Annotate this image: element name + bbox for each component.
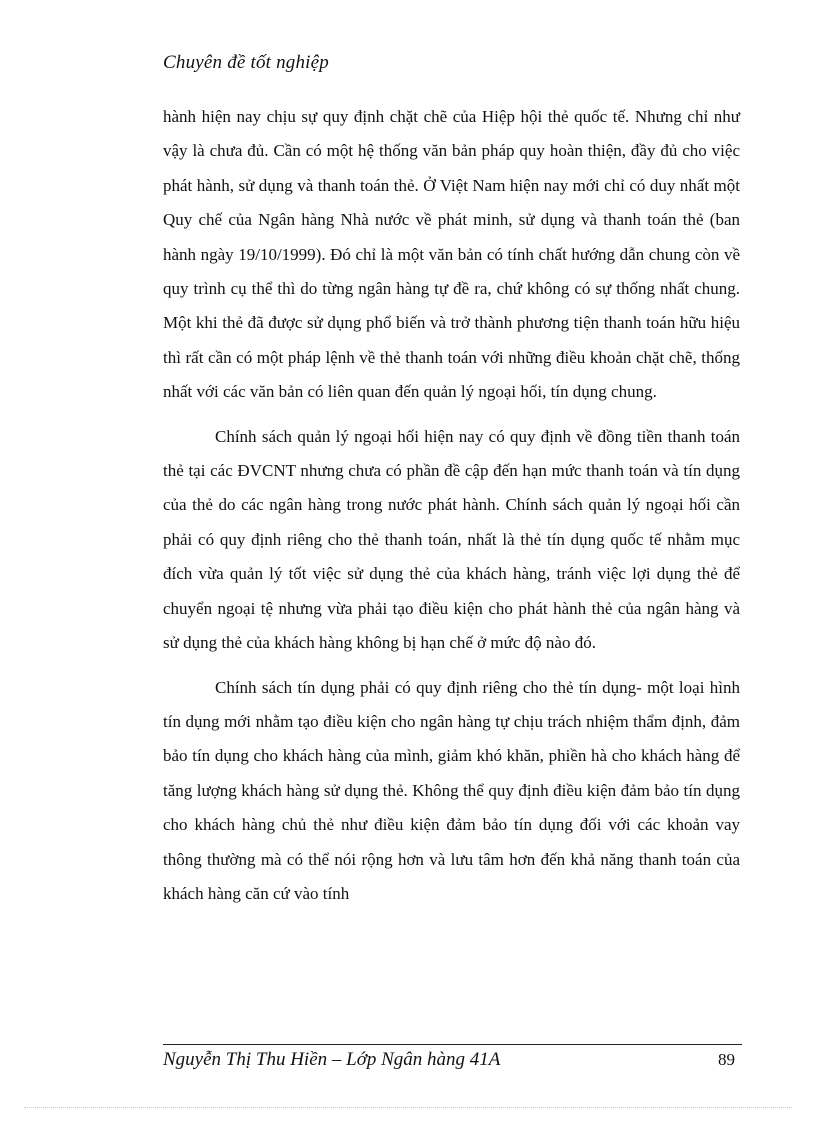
running-header: Chuyên đề tốt nghiệp [163, 52, 329, 73]
page-bottom-dotted-line [24, 1107, 792, 1108]
footer-divider [163, 1044, 742, 1045]
paragraph-credit-policy: Chính sách tín dụng phải có quy định riêng cho thẻ tín dụng- một loại hình tín dụng mới nhằm tạo điều kiện cho ngân hàng tự chịu trách nhiệm thẩm định, đảm bảo tín dụng cho khách hàng của mình, giảm khó khăn, phiền hà cho khách hàng để tăng lượng khách hàng sử dụng thẻ. Không thể quy định điều kiện đảm bảo tín dụng cho khách hàng chủ thẻ như điều kiện đảm bảo tín dụng đối với các khoản vay thông thường mà có thể nói rộng hơn và lưu tâm hơn đến khả năng thanh toán của khách hàng căn cứ vào tính [163, 677, 740, 903]
footer-author: Nguyễn Thị Thu Hiền – Lớp Ngân hàng 41A [163, 1049, 501, 1070]
paragraph-continuation: hành hiện nay chịu sự quy định chặt chẽ của Hiệp hội thẻ quốc tế. Nhưng chỉ như vậy là chưa đủ. Cần có một hệ thống văn bản pháp quy hoàn thiện, đầy đủ cho việc phát hành, sử dụng và thanh toán thẻ. Ở Việt Nam hiện nay mới chỉ có duy nhất một Quy chế của Ngân hàng Nhà nước về phát minh, sử dụng và thanh toán thẻ (ban hành ngày 19/10/1999). Đó chỉ là một văn bản có tính chất hướng dẫn chung còn về quy trình cụ thể thì do từng ngân hàng tự đề ra, chứ không có sự thống nhất chung. Một khi thẻ đã được sử dụng phổ biến và trở thành phương tiện thanh toán hữu hiệu thì rất cần có một pháp lệnh về thẻ thanh toán với những điều khoản chặt chẽ, thống nhất với các văn bản có liên quan đến quản lý ngoại hối, tín dụng chung. [163, 107, 740, 402]
body-text [163, 100, 740, 911]
page-number: 89 [718, 1050, 735, 1069]
paragraph-foreign-exchange-policy: Chính sách quản lý ngoại hối hiện nay có quy định về đồng tiền thanh toán thẻ tại các ĐVCNT nhưng chưa có phần đề cập đến hạn mức thanh toán và tín dụng của thẻ do các ngân hàng trong nước phát hành. Chính sách quản lý ngoại hối cần phải có quy định riêng cho thẻ thanh toán, nhất là thẻ tín dụng quốc tế nhằm mục đích vừa quản lý tốt việc sử dụng thẻ của khách hàng, tránh việc lợi dụng thẻ để chuyển ngoại tệ nhưng vừa phải tạo điều kiện cho phát hành thẻ của ngân hàng và sử dụng thẻ của khách hàng không bị hạn chế ở mức độ nào đó. [163, 426, 740, 653]
